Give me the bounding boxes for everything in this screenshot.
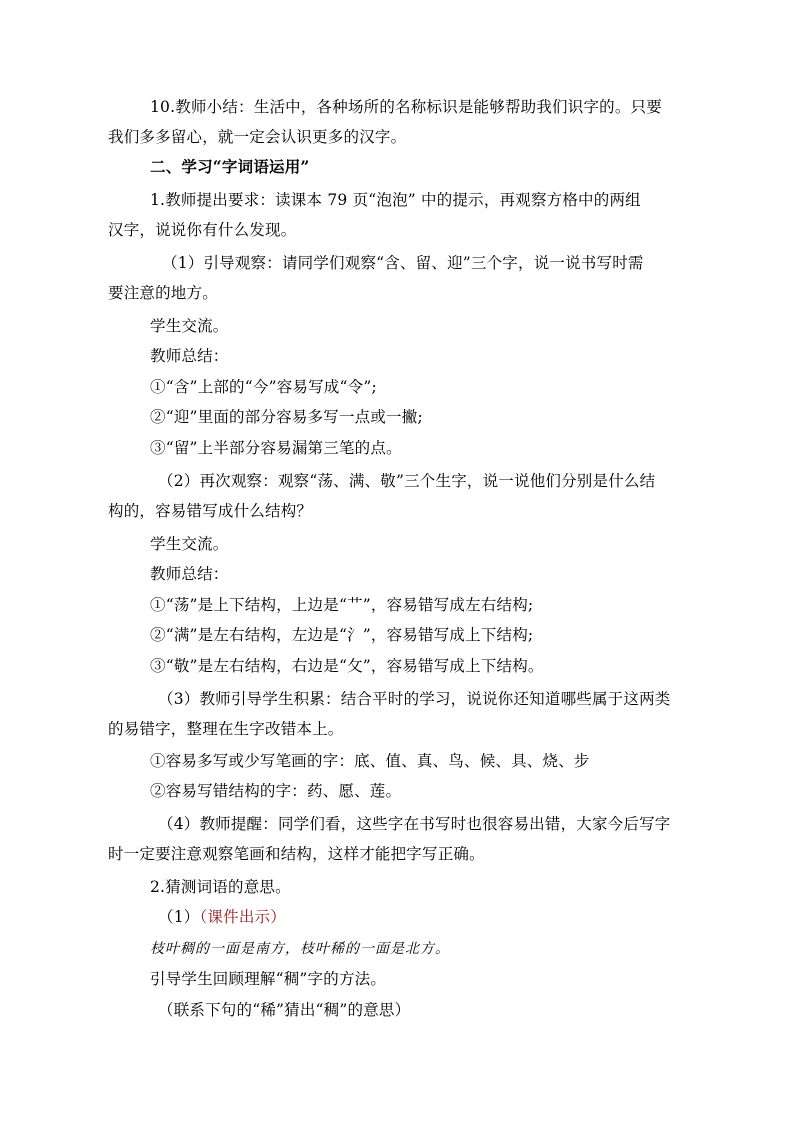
paragraph-line: （联系下句的“稀”猜出“稠”的意思） xyxy=(158,1001,411,1019)
paragraph-line: 教师总结： xyxy=(150,347,229,365)
paragraph-line: 1.教师提出要求：读课本 79 页“泡泡” 中的提示，再观察方格中的两组 xyxy=(150,191,641,209)
list-item: ②“满”是左右结构，左边是“氵”，容易错写成上下结构; xyxy=(150,626,534,644)
paragraph-line: （1）引导观察：请同学们观察“含、留、迎”三个字，说一说书写时需 xyxy=(162,254,644,272)
paragraph-line: 10.教师小结：生活中，各种场所的名称标识是能够帮助我们识字的。只要 xyxy=(150,98,662,116)
paragraph-line: 时一定要注意观察笔画和结构，这样才能把字写正确。 xyxy=(108,845,485,863)
paragraph-line: 引导学生回顾理解“稠”字的方法。 xyxy=(150,970,387,988)
paragraph-line: （2）再次观察：观察“荡、满、敬”三个生字，说一说他们分别是什么结 xyxy=(158,472,656,490)
paragraph-line: 我们多多留心，就一定会认识更多的汉字。 xyxy=(108,128,407,146)
paragraph-line: 要注意的地方。 xyxy=(108,284,218,302)
paragraph-line: 学生交流。 xyxy=(150,317,229,335)
paragraph-line: 2.猜测词语的意思。 xyxy=(150,878,291,896)
section-heading: 二、学习“字词语运用” xyxy=(150,157,310,176)
paragraph-line: 汉字，说说你有什么发现。 xyxy=(108,221,297,239)
list-item: ②“迎”里面的部分容易多写一点或一撇; xyxy=(150,408,423,426)
list-item: ②容易写错结构的字：药、愿、莲。 xyxy=(150,782,402,800)
paragraph-line: 构的，容易错写成什么结构？ xyxy=(108,502,313,520)
paragraph-line: 学生交流。 xyxy=(150,535,229,553)
list-item: ③“留”上半部分容易漏第三笔的点。 xyxy=(150,439,402,457)
paragraph-line: （3）教师引导学生积累：结合平时的学习，说说你还知道哪些属于这两类 xyxy=(158,690,671,708)
slide-show-note: （课件出示） xyxy=(199,908,286,926)
list-item: ③“敬”是左右结构，右边是“攵”，容易错写成上下结构。 xyxy=(150,657,544,675)
item-number: （1） xyxy=(158,908,200,926)
paragraph-line: 的易错字，整理在生字改错本上。 xyxy=(108,720,344,738)
list-item: ①“荡”是上下结构，上边是“艹”，容易错写成左右结构; xyxy=(150,596,534,614)
paragraph-line xyxy=(158,907,286,927)
paragraph-line: 教师总结： xyxy=(150,565,229,583)
list-item: ①容易多写或少写笔画的字：底、值、真、鸟、候、具、烧、步 xyxy=(150,752,590,770)
list-item: ①“含”上部的“今”容易写成“令”; xyxy=(150,378,377,396)
paragraph-line: （4）教师提醒：同学们看，这些字在书写时也很容易出错，大家今后写字 xyxy=(158,815,671,833)
example-sentence: 枝叶稠的一面是南方，枝叶稀的一面是北方。 xyxy=(150,941,450,957)
